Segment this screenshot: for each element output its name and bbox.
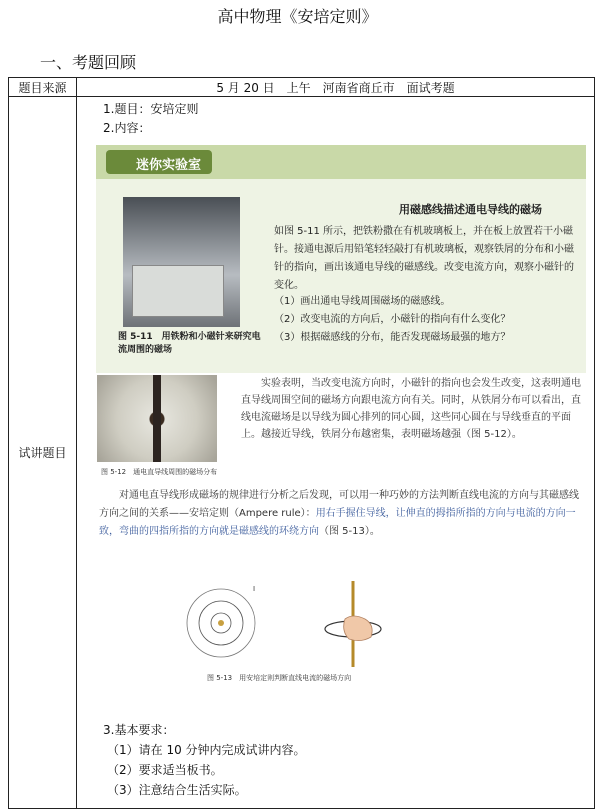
section-heading: 一、考题回顾 <box>40 53 137 72</box>
wire-image <box>153 375 161 462</box>
requirement-1: （1）请在 10 分钟内完成试讲内容。 <box>107 743 306 757</box>
source-value: 5 月 20 日 上午 河南省商丘市 面试考题 <box>77 78 595 97</box>
source-label: 题目来源 <box>9 78 77 97</box>
item-content-label: 2.内容： <box>103 121 151 135</box>
apparatus-box <box>132 265 224 317</box>
question-2: （2）改变电流的方向后，小磁针的指向有什么变化？ <box>274 314 511 325</box>
content-cell <box>77 97 595 809</box>
banner-tag <box>106 150 212 174</box>
content-area <box>77 97 594 808</box>
figure1-caption: 图 5-11 用铁粉和小磁针来研究电流周围的磁场 <box>118 332 261 355</box>
paragraph2-plain: 对通电直导线形成磁场的规律进行分析之后发现，可以用一种巧妙的方法判断直线电流的方向与其磁感线方向之间的关系——安培定则（Ampere rule）： <box>99 490 579 519</box>
textbook-paragraph-1: 实验表明，当改变电流方向时，小磁针的指向也会发生改变，这表明通电直导线周围空间的磁场方向跟电流方向有关。同时，从铁屑分布可以看出，直线电流磁场是以导线为圆心排列的同心圆，这些同心圆在与导线垂直的平面上。越接近导线，铁屑分布越密集，表明磁场越强（图 5-12）。 <box>241 378 581 440</box>
current-label: I <box>253 585 256 593</box>
experiment-text: 如图 5-11 所示，把铁粉撒在有机玻璃板上，并在板上放置若干小磁针。接通电源后用铅笔轻轻敲打有机玻璃板，观察铁屑的分布和小磁针的指向，画出该通电导线的磁感线。改变电流方向，观察小磁针的变化。 <box>274 226 574 291</box>
requirement-3: （3）注意结合生活实际。 <box>107 783 247 797</box>
requirement-2: （2）要求适当板书。 <box>107 763 223 777</box>
ampere-rule-figure <box>173 581 413 667</box>
page-title: 高中物理《安培定则》 <box>217 7 378 26</box>
textbook-banner-band <box>96 145 586 179</box>
experiment-title: 用磁感线描述通电导线的磁场 <box>399 203 542 216</box>
paragraph2-end: （图 5-13）。 <box>319 526 380 537</box>
figure2-caption: 图 5-12 通电直导线周围的磁场分布 <box>101 468 218 476</box>
requirements-heading: 3.基本要求： <box>103 723 175 737</box>
question-3: （3）根据磁感线的分布，能否发现磁场最强的地方？ <box>274 332 511 343</box>
item-title: 1.题目：安培定则 <box>103 102 199 116</box>
experiment-questions <box>274 293 580 347</box>
exam-table <box>8 77 595 809</box>
question-1: （1）画出通电导线周围磁场的磁感线。 <box>274 296 451 307</box>
banner-text: 迷你实验室 <box>136 158 202 173</box>
figure3-caption: 图 5-13 用安培定则判断直线电流的磁场方向 <box>207 674 352 682</box>
topic-label: 试讲题目 <box>9 97 77 809</box>
field-circles <box>187 589 255 657</box>
right-hand-icon <box>325 581 381 667</box>
textbook-panel <box>96 145 586 373</box>
textbook-paragraph-2 <box>99 487 585 541</box>
paragraph2-rule: 用右手握住导线，让伸直的拇指所指的方向与电流的方向一致，弯曲的四指所指的方向就是磁感线的环绕方向 <box>99 508 576 537</box>
